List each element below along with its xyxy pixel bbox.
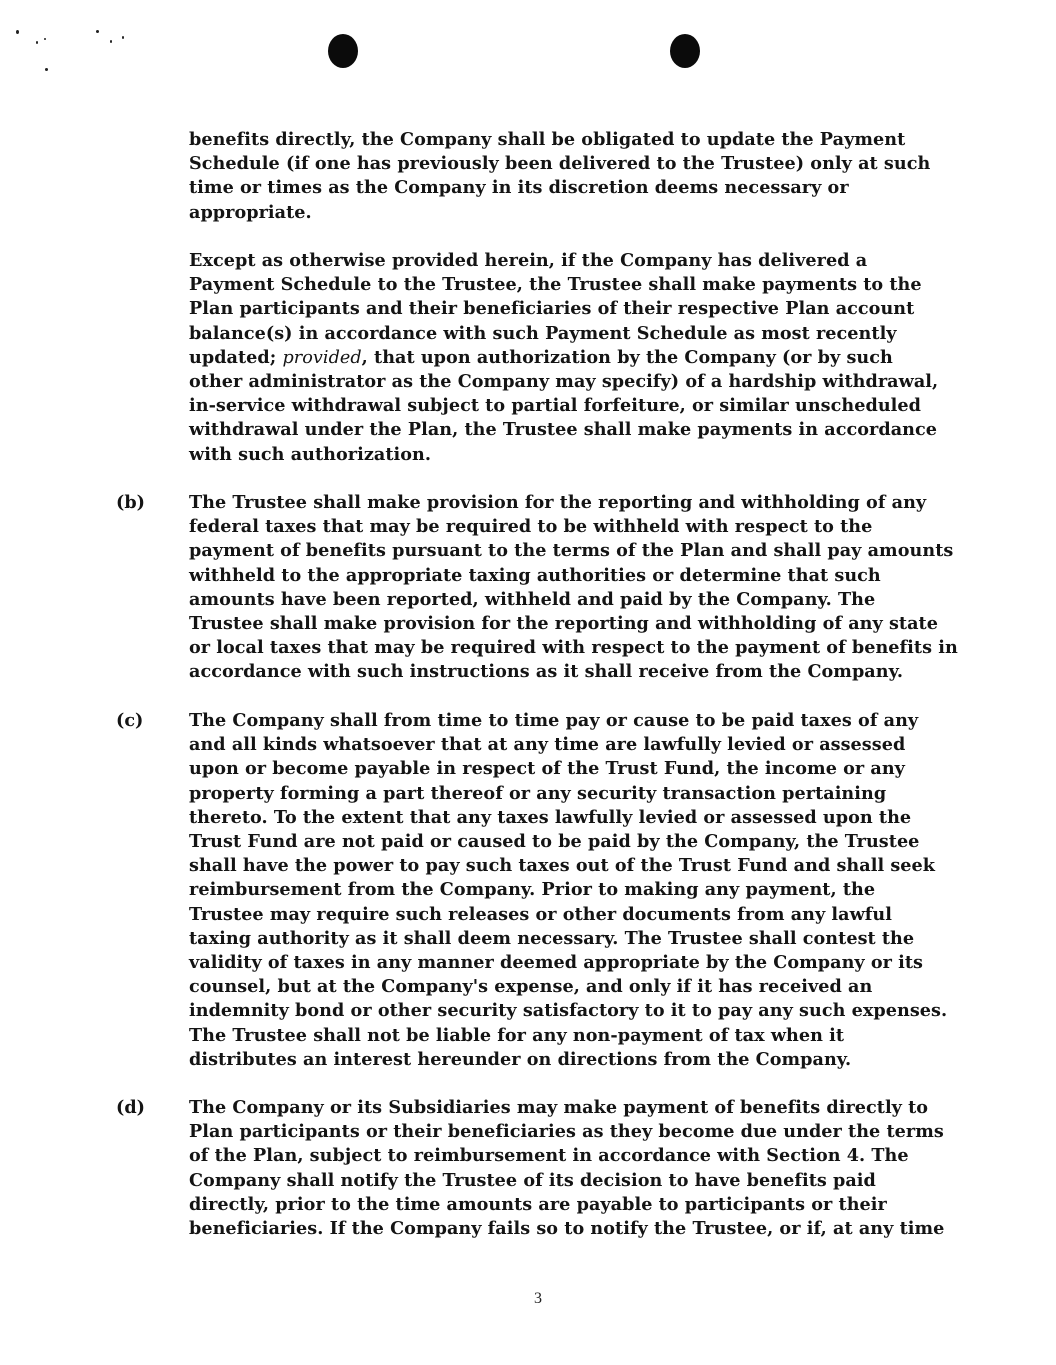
- text-line: other administrator as the Company may specify) of a hardship withdrawal,: [189, 371, 939, 393]
- text-line: amounts have been reported, withheld and paid by the Company. The: [189, 588, 876, 610]
- text-line: Trustee shall make provision for the reporting and withholding of any state: [189, 613, 938, 635]
- text-line: benefits directly, the Company shall be obligated to update the Payment: [189, 129, 906, 150]
- scan-speck: [44, 38, 46, 40]
- punch-hole-left: [328, 34, 358, 68]
- section-label-b: (b): [116, 492, 145, 513]
- paragraph-b: [189, 491, 969, 685]
- text-line: with such authorization.: [189, 443, 432, 465]
- text-line: appropriate.: [189, 201, 312, 223]
- text-line: Trustee may require such releases or other documents from any lawful: [189, 903, 892, 925]
- scan-speck: [36, 41, 38, 44]
- paragraph-d: [189, 1096, 969, 1241]
- text-line: Company shall notify the Trustee of its decision to have benefits paid: [189, 1169, 876, 1191]
- text-line: Except as otherwise provided herein, if the Company has delivered a: [189, 250, 868, 271]
- text-line: and all kinds whatsoever that at any time are lawfully levied or assessed: [189, 734, 906, 756]
- text-line: payment of benefits pursuant to the terms of the Plan and shall pay amounts: [189, 540, 954, 562]
- scan-speck: [122, 36, 124, 39]
- text-line: Plan participants and their beneficiaries of their respective Plan account: [189, 298, 915, 320]
- text-line: beneficiaries. If the Company fails so to notify the Trustee, or if, at any time: [189, 1218, 945, 1240]
- italic-term-provided: provided: [282, 347, 362, 368]
- text-line: Payment Schedule to the Trustee, the Trustee shall make payments to the: [189, 274, 922, 296]
- text-line: balance(s) in accordance with such Payment Schedule as most recently: [189, 322, 897, 344]
- paragraph-payment-schedule: [189, 249, 969, 467]
- text-line: of the Plan, subject to reimbursement in accordance with Section 4. The: [189, 1145, 909, 1167]
- text-line: validity of taxes in any manner deemed appropriate by the Company or its: [189, 952, 924, 974]
- text-line: counsel, but at the Company's expense, and only if it has received an: [189, 976, 873, 998]
- text-line: directly, prior to the time amounts are payable to participants or their: [189, 1193, 887, 1215]
- text-line: indemnity bond or other security satisfactory to it to pay any such expenses.: [189, 1000, 948, 1022]
- text-line: withheld to the appropriate taxing authorities or determine that such: [189, 564, 881, 586]
- text-line: shall have the power to pay such taxes out of the Trust Fund and shall seek: [189, 855, 936, 877]
- text-line: in-service withdrawal subject to partial forfeiture, or similar unscheduled: [189, 395, 922, 417]
- paragraph-c: [189, 709, 969, 1072]
- text-line: thereto. To the extent that any taxes lawfully levied or assessed upon the: [189, 806, 912, 828]
- text-line: The Company or its Subsidiaries may make payment of benefits directly to: [189, 1097, 929, 1118]
- text-line: The Trustee shall not be liable for any non-payment of tax when it: [189, 1024, 845, 1046]
- text-line: withdrawal under the Plan, the Trustee shall make payments in accordance: [189, 419, 938, 441]
- text-line: Schedule (if one has previously been delivered to the Trustee) only at such: [189, 153, 931, 175]
- paragraph-continuation: [189, 128, 969, 225]
- text-line: time or times as the Company in its discretion deems necessary or: [189, 177, 849, 199]
- text-line: Trust Fund are not paid or caused to be paid by the Company, the Trustee: [189, 831, 920, 853]
- text-line: or local taxes that may be required with respect to the payment of benefits in: [189, 637, 958, 659]
- page-number: 3: [534, 1290, 542, 1307]
- scan-speck: [110, 40, 112, 43]
- text-line: The Trustee shall make provision for the reporting and withholding of any: [189, 492, 927, 513]
- section-label-c: (c): [116, 710, 144, 731]
- text-line: taxing authority as it shall deem necessary. The Trustee shall contest the: [189, 927, 915, 949]
- punch-hole-right: [670, 34, 700, 68]
- text-line: property forming a part thereof or any security transaction pertaining: [189, 782, 887, 804]
- text-line: accordance with such instructions as it shall receive from the Company.: [189, 661, 904, 683]
- section-label-d: (d): [116, 1097, 145, 1118]
- text-line: reimbursement from the Company. Prior to making any payment, the: [189, 879, 876, 901]
- text-line: Plan participants or their beneficiaries as they become due under the terms: [189, 1121, 944, 1143]
- text-line: federal taxes that may be required to be withheld with respect to the: [189, 516, 873, 538]
- text-run: , that upon authorization by the Company (or by such: [361, 346, 893, 368]
- text-line: upon or become payable in respect of the Trust Fund, the income or any: [189, 758, 905, 780]
- scan-speck: [96, 30, 99, 33]
- text-line: The Company shall from time to time pay or cause to be paid taxes of any: [189, 710, 919, 731]
- scan-speck: [16, 30, 19, 34]
- text-line: [189, 346, 969, 370]
- text-run: updated;: [189, 346, 283, 368]
- text-line: distributes an interest hereunder on directions from the Company.: [189, 1048, 852, 1070]
- scan-speck: [45, 68, 48, 71]
